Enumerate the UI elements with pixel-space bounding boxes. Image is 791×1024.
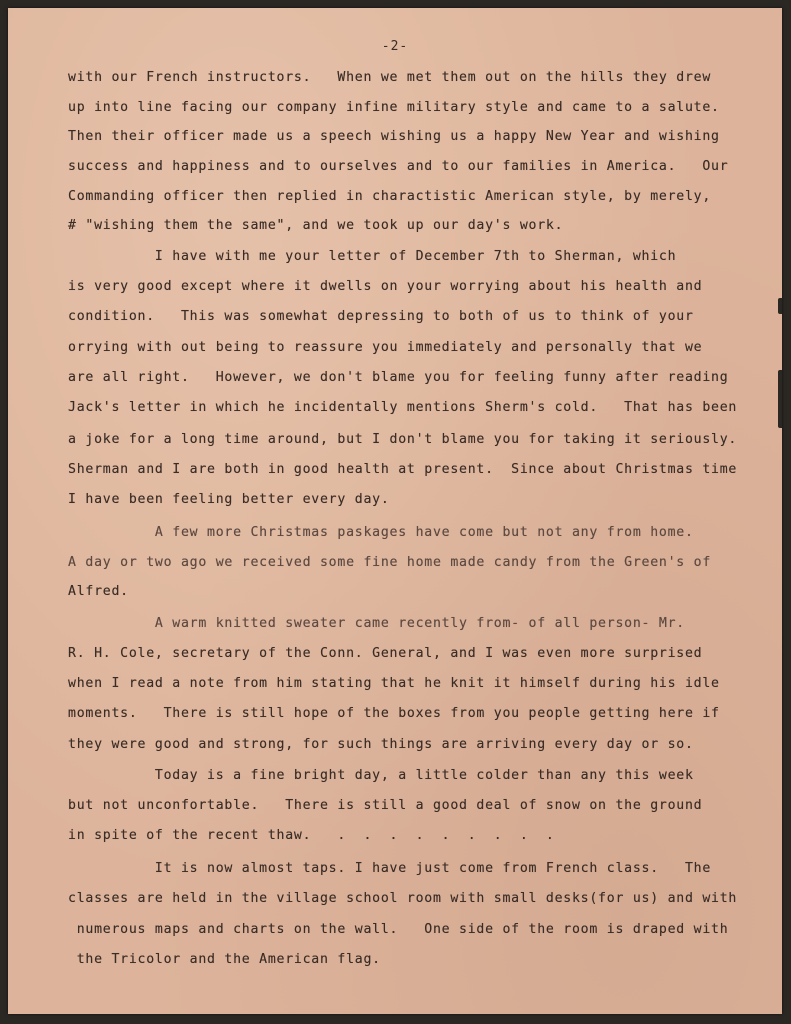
text-line: is very good except where it dwells on your worrying about his health and [68,279,703,294]
text-line: condition. This was somewhat depressing to both of us to think of your [68,309,694,324]
text-line: # "wishing them the same", and we took up our day's work. [68,218,564,233]
text-line: Then their officer made us a speech wishing us a happy New Year and wishing [68,129,720,144]
text-line: Alfred. [68,584,129,599]
text-line: in spite of the recent thaw. . . . . . . . . . [68,828,555,843]
text-line: Today is a fine bright day, a little colder than any this week [68,768,694,783]
text-line: up into line facing our company infine military style and came to a salute. [68,100,720,115]
text-line: but not unconfortable. There is still a good deal of snow on the ground [68,798,703,813]
text-line: with our French instructors. When we met them out on the hills they drew [68,70,712,85]
document-page [8,8,782,1014]
paper-edge-tear [778,298,782,314]
text-line: It is now almost taps. I have just come from French class. The [68,861,712,876]
text-line: a joke for a long time around, but I don't blame you for taking it seriously. [68,432,738,447]
text-line: moments. There is still hope of the boxes from you people getting here if [68,706,720,721]
text-line: are all right. However, we don't blame you for feeling funny after reading [68,370,729,385]
text-line: classes are held in the village school room with small desks(for us) and with [68,891,738,906]
text-line: success and happiness and to ourselves and to our families in America. Our [68,159,729,174]
text-line: Sherman and I are both in good health at present. Since about Christmas time [68,462,738,477]
text-line: Jack's letter in which he incidentally mentions Sherm's cold. That has been [68,400,738,415]
text-line: they were good and strong, for such things are arriving every day or so. [68,737,694,752]
text-line: the Tricolor and the American flag. [68,952,381,967]
text-line: I have with me your letter of December 7th to Sherman, which [68,249,677,264]
text-line: A warm knitted sweater came recently from- of all person- Mr. [68,616,685,631]
text-line: orrying with out being to reassure you immediately and personally that we [68,340,703,355]
text-line: numerous maps and charts on the wall. One side of the room is draped with [68,922,729,937]
text-line: R. H. Cole, secretary of the Conn. General, and I was even more surprised [68,646,703,661]
page-number: -2- [381,39,409,54]
text-line: I have been feeling better every day. [68,492,390,507]
text-line: when I read a note from him stating that he knit it himself during his idle [68,676,720,691]
paper-edge-tear [778,370,782,428]
text-line: A few more Christmas paskages have come but not any from home. [68,525,694,540]
text-line: Commanding officer then replied in charactistic American style, by merely, [68,189,712,204]
text-line: A day or two ago we received some fine home made candy from the Green's of [68,555,712,570]
